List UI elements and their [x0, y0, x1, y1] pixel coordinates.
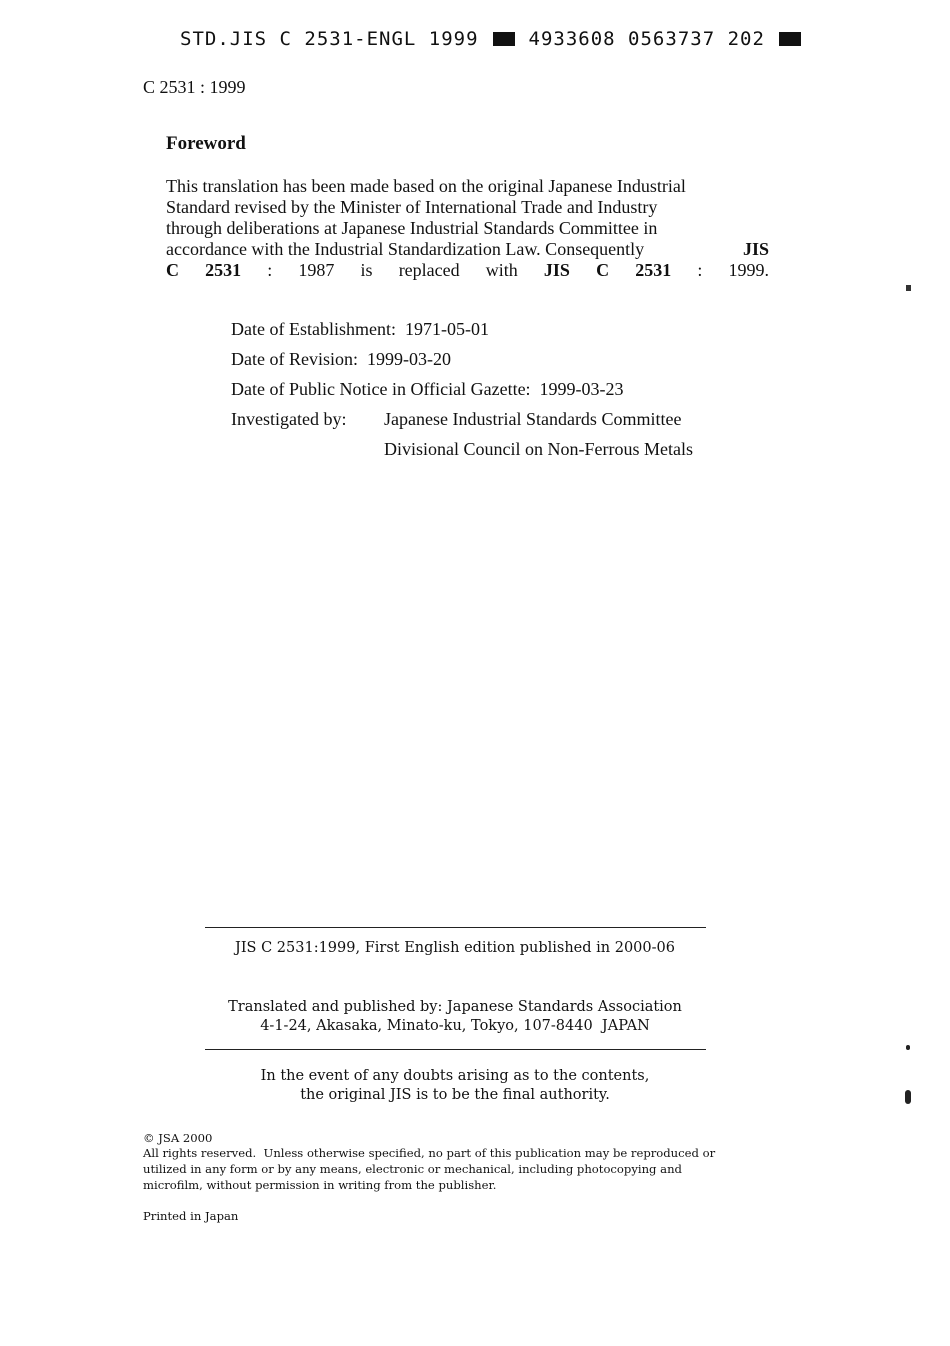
paragraph-line: Standard revised by the Minister of International Trade and Industry — [166, 197, 658, 217]
page-reference: C 2531 : 1999 — [143, 77, 246, 97]
paragraph-bold: JIS — [742, 239, 769, 259]
investigated-value: Divisional Council on Non-Ferrous Metals — [384, 439, 693, 459]
document-code-header — [180, 28, 815, 50]
scan-speck — [906, 285, 911, 291]
date-public-notice: Date of Public Notice in Official Gazette: 1999-03-23 — [231, 379, 624, 399]
rights-text: microfilm, without permission in writing from the publisher. — [143, 1178, 497, 1192]
rights-text: utilized in any form or by any means, electronic or mechanical, including photocopying and — [143, 1162, 682, 1176]
investigated-label: Investigated by: — [231, 409, 347, 429]
paragraph-line — [166, 260, 769, 281]
foreword-title: Foreword — [166, 133, 246, 154]
divider — [205, 927, 706, 928]
publisher-address: 4-1-24, Akasaka, Minato-ku, Tokyo, 107-8440 JAPAN — [260, 1018, 650, 1034]
black-block-mark — [493, 32, 515, 46]
paragraph-bold: JIS C 2531 — [543, 260, 672, 280]
date-establishment: Date of Establishment: 1971-05-01 — [231, 319, 489, 339]
scan-speck — [905, 1090, 911, 1104]
header-code-mid: 4933608 0563737 202 — [528, 28, 765, 50]
paragraph-line — [166, 239, 769, 260]
paragraph-text: : 1987 is replaced with — [241, 260, 544, 280]
paragraph-bold: C 2531 — [166, 260, 242, 280]
paragraph-text: accordance with the Industrial Standardization Law. Consequently — [166, 239, 645, 259]
edition-note: JIS C 2531:1999, First English edition published in 2000-06 — [235, 940, 675, 956]
header-code-left: STD.JIS C 2531-ENGL 1999 — [180, 28, 479, 50]
copyright-notice: © JSA 2000 — [143, 1131, 213, 1145]
paragraph-text: : 1999. — [671, 260, 769, 280]
authority-note: the original JIS is to be the final authority. — [300, 1087, 610, 1103]
publisher-note: Translated and published by: Japanese Standards Association — [228, 999, 682, 1015]
divider — [205, 1049, 706, 1050]
authority-note: In the event of any doubts arising as to the contents, — [260, 1068, 650, 1084]
investigated-value: Japanese Industrial Standards Committee — [384, 409, 682, 429]
black-block-mark — [779, 32, 801, 46]
scan-speck — [906, 1045, 910, 1050]
rights-text: All rights reserved. Unless otherwise specified, no part of this publication may be reproduced or — [143, 1146, 716, 1160]
foreword-paragraph — [166, 176, 769, 281]
printed-in: Printed in Japan — [143, 1209, 239, 1223]
paragraph-line: through deliberations at Japanese Industrial Standards Committee in — [166, 218, 658, 238]
date-revision: Date of Revision: 1999-03-20 — [231, 349, 451, 369]
paragraph-line: This translation has been made based on the original Japanese Industrial — [166, 176, 686, 196]
